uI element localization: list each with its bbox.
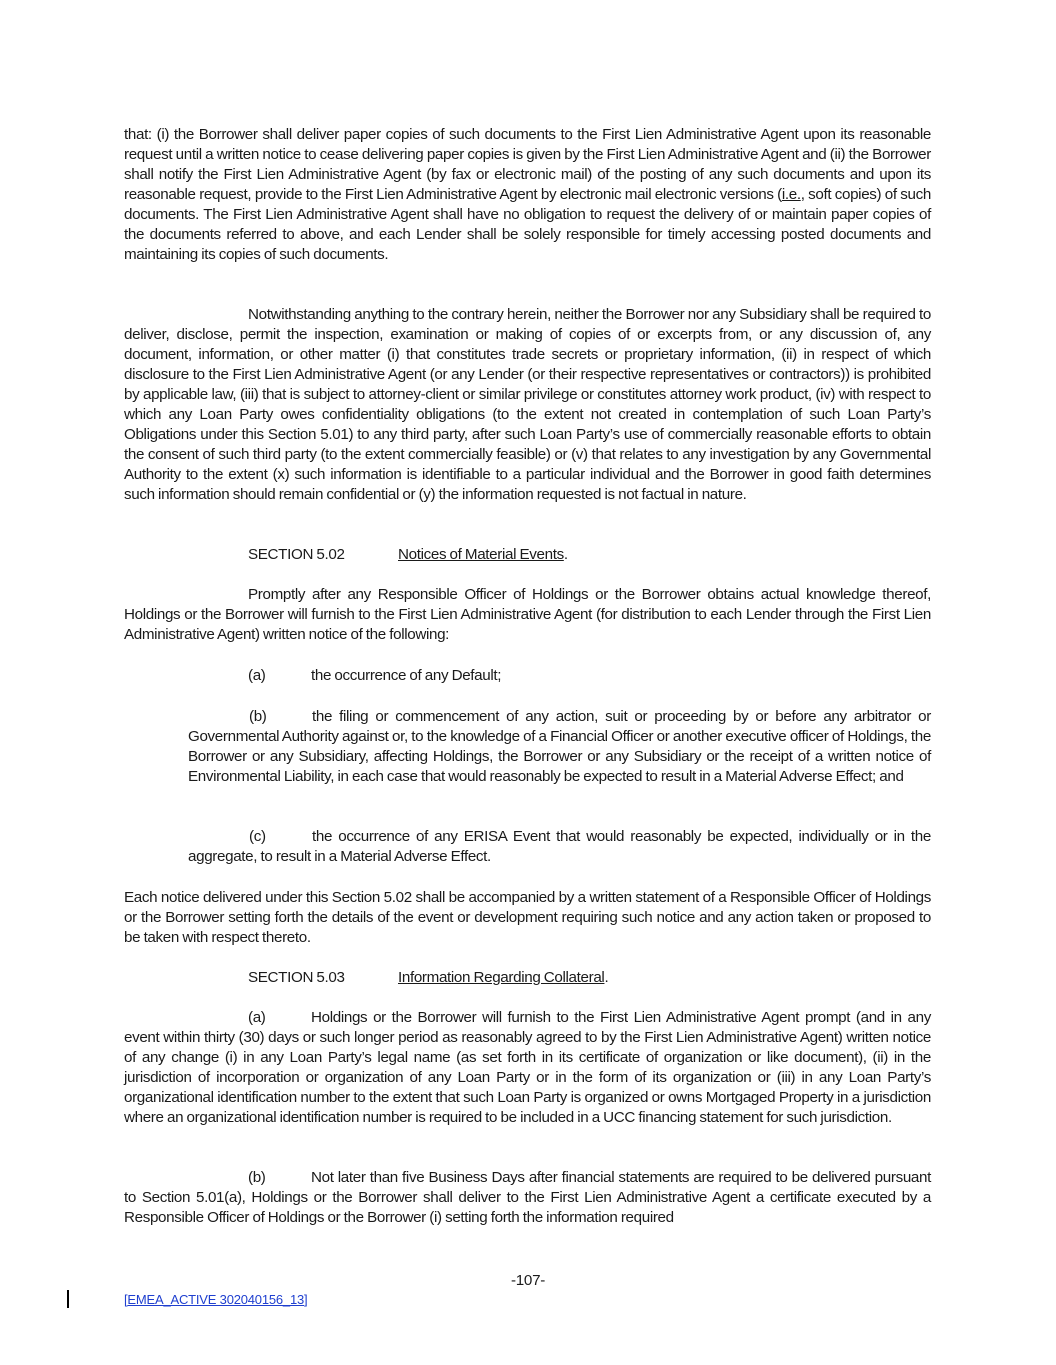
clause-label: (a): [248, 667, 266, 684]
section-heading-5-02: [124, 545, 931, 565]
paragraph-text: that: (i) the Borrower shall deliver paper copies of such documents to the First Lien Administrative Agent upon its reasonable request until a written notice to cease delivering paper copies is given by the First Lien Administrative Agent and (ii) the Borrower shall notify the First Lien Administrative Agent (by fax or electronic mail) of the posting of any such documents and upon its reasonable request, provide to the First Lien Administrative Agent by electronic mail electronic versions (: [124, 126, 931, 203]
section-title: Notices of Material Events: [398, 546, 564, 563]
paragraph-text: Promptly after any Responsible Officer of Holdings or the Borrower obtains actual knowledge thereof, Holdings or the Borrower will furnish to the First Lien Administrative Agent (for distribution to each Lender through the First Lien Administrative Agent) written notice of the following:: [124, 586, 931, 643]
clause-a: [124, 666, 931, 686]
section-number: SECTION 5.02: [248, 546, 345, 563]
section-number: SECTION 5.03: [248, 969, 345, 986]
page-number: -107-: [511, 1272, 545, 1289]
clause-text: the occurrence of any Default;: [311, 667, 502, 684]
clause-label: (a): [248, 1009, 266, 1026]
clause-b: [188, 707, 931, 787]
clause-label: (b): [248, 1169, 266, 1186]
paragraph-notwithstanding: [124, 305, 931, 505]
clause-text: Not later than five Business Days after financial statements are required to be delivered pursuant to Section 5.01(a), Holdings or the Borrower shall deliver to the First Lien Administrative Agent a certificate executed by a Responsible Officer of Holdings or the Borrower (i) setting forth the information required: [124, 1169, 931, 1226]
section-title-period: .: [604, 969, 609, 986]
clause-5-03-a: [124, 1008, 931, 1128]
clause-5-03-b: [124, 1168, 931, 1228]
clause-c: [188, 827, 931, 867]
section-heading-5-03: [124, 968, 931, 988]
document-id: EMEA_ACTIVE 302040156_13: [127, 1292, 305, 1307]
clause-text: the occurrence of any ERISA Event that would reasonably be expected, individually or in the aggregate, to result in a Material Adverse Effect.: [188, 828, 931, 865]
ie-emphasis: i.e.: [781, 186, 801, 203]
paragraph-text: , soft copies) of such documents. The First Lien Administrative Agent shall have no obligation to request the delivery of or maintain paper copies of the documents referred to above, and each Lender shall be solely responsible for timely accessing posted documents and maintaining its copies of such documents.: [124, 186, 931, 263]
bracket-open: [: [124, 1292, 128, 1307]
section-title: Information Regarding Collateral: [398, 969, 605, 986]
clause-label: (b): [249, 708, 267, 725]
paragraph-each-notice: [124, 888, 931, 948]
document-reference: [124, 1292, 307, 1307]
clause-text: the filing or commencement of any action, suit or proceeding by or before any arbitrator or Governmental Authority against or, to the knowledge of a Financial Officer or another executive officer of Holdings, the Borrower or any Subsidiary, affecting Holdings, the Borrower or any Subsidiary or the receipt of a written notice of Environmental Liability, in each case that would reasonably be expected to result in a Material Adverse Effect; and: [188, 708, 931, 785]
bracket-close: ]: [304, 1292, 308, 1307]
paragraph-promptly: [124, 585, 931, 645]
paragraph-text: Each notice delivered under this Section 5.02 shall be accompanied by a written statement of a Responsible Officer of Holdings or the Borrower setting forth the details of the event or development requiring such notice and any action taken or proposed to be taken with respect thereto.: [124, 889, 931, 946]
clause-label: (c): [249, 828, 266, 845]
paragraph-continuation: [124, 125, 931, 265]
change-bar: [67, 1290, 69, 1308]
section-title-period: .: [563, 546, 568, 563]
clause-text: Holdings or the Borrower will furnish to the First Lien Administrative Agent prompt (and in any event within thirty (30) days or such longer period as reasonably agreed to by the First Lien Administrative Agent) written notice of any change (i) in any Loan Party’s legal name (as set forth in its certificate of organization or like document), (ii) in the jurisdiction of incorporation or organization of any Loan Party or in the form of its organization or (iii) in any Loan Party’s organizational identification number to the extent that such Loan Party is organized or owns Mortgaged Property in a jurisdiction where an organizational identification number is required to be included in a UCC financing statement for such jurisdiction.: [124, 1009, 931, 1126]
paragraph-text: Notwithstanding anything to the contrary herein, neither the Borrower nor any Subsidiary shall be required to deliver, disclose, permit the inspection, examination or making of copies of or excerpts from, or any discussion of, any document, information, or other matter (i) that constitutes trade secrets or proprietary information, (ii) in respect of which disclosure to the First Lien Administrative Agent (or any Lender (or their respective representatives or contractors)) is prohibited by applicable law, (iii) that is subject to attorney-client or similar privilege or constitutes attorney work product, (iv) with respect to which any Loan Party owes confidentiality obligations (to the extent not created in contemplation of such Loan Party’s Obligations under this Section 5.01) to any third party, after such Loan Party’s use of commercially reasonable efforts to obtain the consent of such third party (to the extent commercially feasible) or (v) that relates to any investigation by any Governmental Authority to the extent (x) such information is identifiable to a particular individual and the Borrower in good faith determines such information should remain confidential or (y) the information requested is not factual in nature.: [124, 306, 931, 503]
